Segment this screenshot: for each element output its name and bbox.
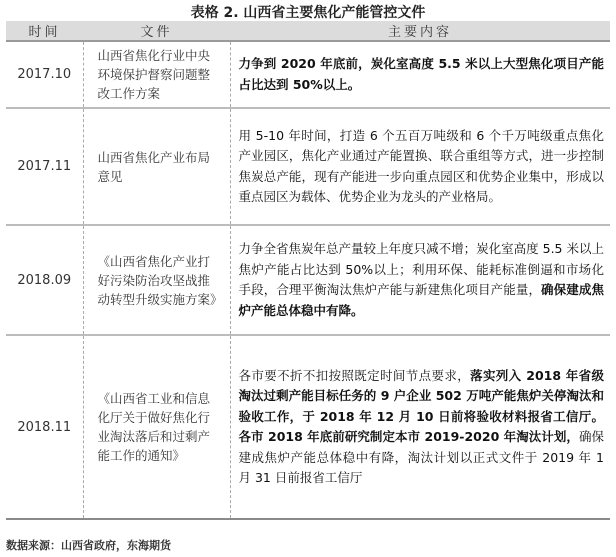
column-header-content: 主要内容 [230,21,610,41]
date-cell: 2018.09 [6,225,83,335]
content-text-bold: 力争到 2020 年底前，炭化室高度 5.5 米以上大型焦化项目产能占比达到 50%以上。 [238,56,604,92]
content-text: 力争全省焦炭年总产量较上年度只减不增；炭化室高度 5.5 米以上焦炉产能占比达到 50%以上；利用环保、能耗标准倒逼和市场化手段，合理平衡淘汰焦炉产能与新建焦化项目产能量， [238,241,604,297]
content-text: 用 5-10 年时间，打造 6 个五百万吨级和 6 个千万吨级重点焦化产业园区，焦化产业通过产能置换、联合重组等方式，进一步控制焦炭总产能，现有产能进一步向重点园区和优势企业集中，形成以重点园区为载体、优势企业为龙头的产业格局。 [238,127,604,204]
table-row [6,41,610,108]
content-cell [230,225,610,335]
column-header-date: 时间 [6,21,83,41]
document-cell: 《山西省焦化产业打好污染防治攻坚战推动转型升级实施方案》 [83,225,230,335]
table-row [6,108,610,225]
date-cell: 2018.11 [6,335,83,519]
content-cell [230,41,610,108]
table-header-row [6,21,610,41]
content-text-tail: 确保建成焦炉产能总体稳中有降，淘汰计划以正式文件于 2019 年 1 月 31 日前报省工信厅 [238,429,604,485]
content-cell [230,108,610,225]
content-cell [230,335,610,519]
date-cell: 2017.10 [6,41,83,108]
date-cell: 2017.11 [6,108,83,225]
document-cell: 山西省焦化产业布局意见 [83,108,230,225]
data-source-note: 数据来源：山西省政府，东海期货 [6,539,171,552]
document-cell: 《山西省工业和信息化厅关于做好焦化行业淘汰落后和过剩产能工作的通知》 [83,335,230,519]
column-header-document: 文件 [83,21,230,41]
table-row [6,225,610,335]
policy-table [6,21,610,520]
document-cell: 山西省焦化行业中央环境保护督察问题整改工作方案 [83,41,230,108]
table-title: 表格 2. 山西省主要焦化产能管控文件 [190,5,426,21]
content-text-bold: 确保建成焦炉产能总体稳中有降。 [238,282,604,318]
content-text-bold: 落实列入 2018 年省级淘汰过剩产能目标任务的 9 户企业 502 万吨产能焦炉关停淘汰和验收工作，于 2018 年 12 月 10 日前将验收材料报省工信厅。各市 2018 年底前研究制定本市 2019-2020 年淘汰计划， [238,367,604,444]
content-text: 各市要不折不扣按照既定时间节点要求， [238,367,471,383]
table-row [6,335,610,519]
